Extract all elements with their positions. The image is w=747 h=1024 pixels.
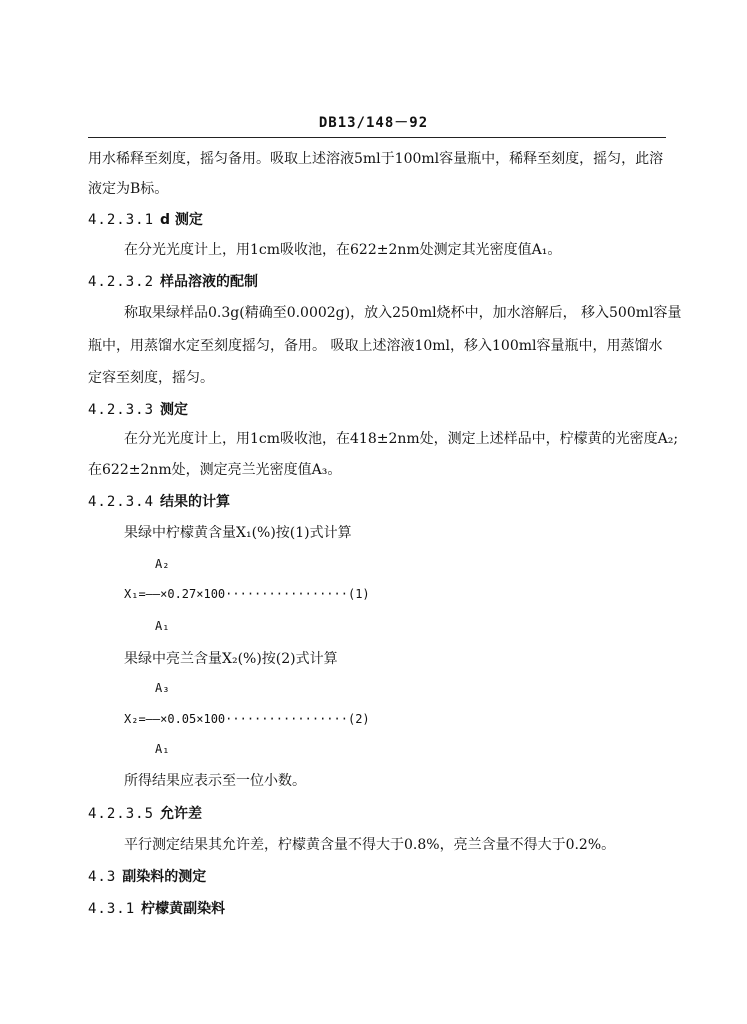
- section-heading-4-2-3-5: [88, 805, 202, 823]
- paragraph-line: 果绿中柠檬黄含量X₁(%)按(1)式计算: [124, 525, 352, 541]
- paragraph-line: 在分光光度计上，用1cm吸收池，在622±2nm处测定其光密度值A₁。: [124, 242, 562, 258]
- paragraph-line: 果绿中亮兰含量X₂(%)按(2)式计算: [124, 651, 338, 667]
- section-heading-4-2-3-4: [88, 493, 230, 511]
- formula-1-denominator: A₁: [155, 619, 170, 633]
- paragraph-line: 在分光光度计上，用1cm吸收池，在418±2nm处，测定上述样品中，柠檬黄的光密度A₂;: [124, 431, 679, 447]
- section-heading-4-3-1: [88, 900, 225, 918]
- paragraph-line: 液定为B标。: [88, 181, 169, 197]
- section-heading-4-3: [88, 868, 206, 886]
- paragraph-line: 所得结果应表示至一位小数。: [124, 773, 306, 789]
- section-title: 样品溶液的配制: [160, 274, 259, 290]
- formula-1-numerator: A₂: [155, 557, 170, 571]
- section-heading-4-2-3-2: [88, 273, 258, 291]
- section-number: 4.2.3.4: [88, 494, 155, 510]
- section-title: 测定: [160, 402, 189, 418]
- paragraph-line: 平行测定结果其允许差，柠檬黄含量不得大于0.8%，亮兰含量不得大于0.2%。: [124, 837, 616, 853]
- section-title: d 测定: [160, 212, 203, 228]
- section-number: 4.2.3.3: [88, 402, 155, 418]
- section-title: 结果的计算: [160, 494, 231, 510]
- section-heading-4-2-3-1: [88, 211, 203, 229]
- paragraph-line: 在622±2nm处，测定亮兰光密度值A₃。: [88, 462, 342, 478]
- paragraph-line: 瓶中，用蒸馏水定至刻度摇匀，备用。 吸取上述溶液10ml，移入100ml容量瓶中，用蒸馏水: [88, 338, 663, 354]
- section-number: 4.2.3.1: [88, 212, 155, 228]
- section-number: 4.3.1: [88, 901, 136, 917]
- section-title: 柠檬黄副染料: [141, 901, 226, 917]
- formula-2: X₂=——×0.05×100·················(2): [124, 712, 370, 726]
- section-number: 4.3: [88, 869, 117, 885]
- section-heading-4-2-3-3: [88, 401, 188, 419]
- header-rule: [88, 137, 666, 138]
- section-title: 允许差: [160, 806, 203, 822]
- formula-2-denominator: A₁: [155, 742, 170, 756]
- section-title: 副染料的测定: [122, 869, 207, 885]
- paragraph-line: 称取果绿样品0.3g(精确至0.0002g)，放入250ml烧杯中，加水溶解后， 移入500ml容量: [124, 305, 682, 321]
- formula-1: X₁=——×0.27×100·················(1): [124, 587, 370, 601]
- formula-2-numerator: A₃: [155, 681, 170, 695]
- paragraph-line: 定容至刻度，摇匀。: [88, 370, 214, 386]
- paragraph-line: 用水稀释至刻度，摇匀备用。吸取上述溶液5ml于100ml容量瓶中，稀释至刻度，摇匀，此溶: [88, 151, 664, 167]
- standard-code-header: DB13/148－92: [318, 115, 429, 131]
- section-number: 4.2.3.5: [88, 806, 155, 822]
- section-number: 4.2.3.2: [88, 274, 155, 290]
